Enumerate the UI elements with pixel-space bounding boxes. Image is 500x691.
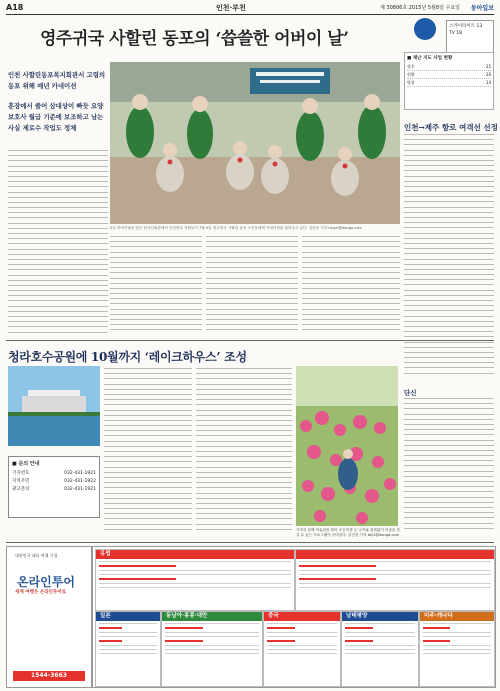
text-line bbox=[404, 139, 494, 140]
text-line bbox=[8, 166, 108, 167]
text-line bbox=[110, 267, 202, 268]
text-line bbox=[8, 316, 108, 317]
text-line bbox=[104, 477, 192, 478]
text-line bbox=[404, 357, 494, 358]
text-line bbox=[8, 259, 108, 260]
text-line bbox=[8, 197, 108, 198]
ad-divider bbox=[6, 542, 494, 543]
text-line bbox=[8, 150, 108, 151]
text-line bbox=[104, 524, 192, 525]
page-header bbox=[6, 2, 494, 15]
ad-region-cell bbox=[295, 549, 495, 611]
text-line bbox=[196, 524, 292, 525]
inquiry-title: ■ 문의 안내 bbox=[12, 461, 40, 467]
main-photo-caption: 5일 어버이날을 앞둔 한국인회관에서 인천연수 직원들이 7월 5일 영주귀국 사할린 동포 노인들에게 카네이션을 달아주고 있다. 김한준 기자 hkjun@donga.com bbox=[110, 226, 362, 230]
text-line bbox=[404, 352, 494, 353]
text-line bbox=[196, 389, 292, 390]
text-line bbox=[206, 257, 298, 258]
article-body bbox=[302, 236, 400, 335]
text-line bbox=[404, 419, 494, 420]
text-line bbox=[302, 329, 400, 330]
main-photo bbox=[110, 62, 400, 224]
text-line bbox=[404, 460, 494, 461]
text-line bbox=[404, 523, 494, 524]
text-line bbox=[206, 309, 298, 310]
text-line bbox=[404, 222, 494, 223]
text-line bbox=[104, 518, 192, 519]
text-line bbox=[404, 259, 494, 260]
text-line bbox=[8, 280, 108, 281]
ad-subtitle: 세계 여행은 온라인투어로 bbox=[15, 590, 66, 595]
text-line bbox=[404, 181, 494, 182]
text-line bbox=[404, 274, 494, 275]
text-line bbox=[196, 410, 292, 411]
text-line bbox=[404, 507, 494, 508]
text-line bbox=[104, 498, 192, 499]
issue-date: 제 30806호 2015년 5월8일 수요일 bbox=[380, 5, 460, 11]
text-line bbox=[8, 275, 108, 276]
text-line bbox=[404, 310, 494, 311]
ad-region-cell bbox=[341, 611, 419, 687]
text-line bbox=[404, 414, 494, 415]
text-line bbox=[404, 465, 494, 466]
text-line bbox=[404, 440, 494, 441]
text-line bbox=[110, 298, 202, 299]
text-line bbox=[404, 331, 494, 332]
text-line bbox=[8, 212, 108, 213]
text-line bbox=[104, 482, 192, 483]
text-line bbox=[104, 529, 192, 530]
text-line bbox=[196, 467, 292, 468]
text-line bbox=[404, 512, 494, 513]
text-line bbox=[8, 321, 108, 322]
text-line bbox=[404, 450, 494, 451]
text-line bbox=[206, 324, 298, 325]
text-line bbox=[302, 267, 400, 268]
text-line bbox=[8, 202, 108, 203]
text-line bbox=[404, 269, 494, 270]
lakehouse-photo bbox=[8, 366, 100, 446]
text-line bbox=[206, 283, 298, 284]
text-line bbox=[206, 319, 298, 320]
text-line bbox=[404, 429, 494, 430]
text-line bbox=[104, 410, 192, 411]
text-line bbox=[404, 342, 494, 343]
text-line bbox=[8, 176, 108, 177]
ad-region-cell bbox=[161, 611, 263, 687]
text-line bbox=[196, 430, 292, 431]
text-line bbox=[404, 300, 494, 301]
text-line bbox=[196, 518, 292, 519]
article-body bbox=[104, 368, 192, 534]
info-box bbox=[404, 52, 494, 110]
article-body bbox=[206, 236, 298, 335]
text-line bbox=[110, 272, 202, 273]
text-line bbox=[104, 404, 192, 405]
text-line bbox=[196, 482, 292, 483]
text-line bbox=[110, 303, 202, 304]
text-line bbox=[8, 264, 108, 265]
text-line bbox=[104, 368, 192, 369]
section-divider bbox=[6, 340, 494, 341]
text-line bbox=[8, 243, 108, 244]
text-line bbox=[196, 378, 292, 379]
article-body bbox=[8, 150, 108, 337]
text-line bbox=[206, 303, 298, 304]
text-line bbox=[104, 503, 192, 504]
text-line bbox=[110, 252, 202, 253]
text-line bbox=[206, 267, 298, 268]
text-line bbox=[404, 373, 494, 374]
text-line bbox=[8, 254, 108, 255]
text-line bbox=[196, 420, 292, 421]
text-line bbox=[302, 298, 400, 299]
text-line bbox=[302, 303, 400, 304]
text-line bbox=[8, 249, 108, 250]
text-line bbox=[404, 290, 494, 291]
text-line bbox=[404, 207, 494, 208]
text-line bbox=[404, 186, 494, 187]
text-line bbox=[206, 293, 298, 294]
newspaper-logo-icon bbox=[414, 18, 436, 40]
text-line bbox=[104, 467, 192, 468]
section-name: 인천·부천 bbox=[216, 4, 246, 12]
text-line bbox=[404, 295, 494, 296]
text-line bbox=[104, 430, 192, 431]
text-line bbox=[110, 236, 202, 237]
brief-body bbox=[404, 398, 494, 533]
text-line bbox=[8, 306, 108, 307]
ad-region-cell bbox=[263, 611, 341, 687]
text-line bbox=[104, 456, 192, 457]
brief-heading: 단신 bbox=[404, 389, 417, 397]
text-line bbox=[196, 415, 292, 416]
text-line bbox=[206, 241, 298, 242]
text-line bbox=[302, 257, 400, 258]
text-line bbox=[110, 257, 202, 258]
text-line bbox=[196, 456, 292, 457]
ad-region-label: 중국 bbox=[264, 612, 340, 621]
article-body bbox=[110, 236, 202, 335]
text-line bbox=[8, 186, 108, 187]
text-line bbox=[404, 455, 494, 456]
text-line bbox=[110, 293, 202, 294]
inquiry-box bbox=[8, 456, 100, 518]
text-line bbox=[404, 497, 494, 498]
text-line bbox=[404, 502, 494, 503]
text-line bbox=[104, 493, 192, 494]
text-line bbox=[404, 326, 494, 327]
text-line bbox=[196, 394, 292, 395]
ad-region-cell bbox=[419, 611, 495, 687]
text-line bbox=[110, 288, 202, 289]
text-line bbox=[302, 309, 400, 310]
text-line bbox=[104, 446, 192, 447]
text-line bbox=[302, 272, 400, 273]
text-line bbox=[404, 471, 494, 472]
text-line bbox=[110, 278, 202, 279]
text-line bbox=[404, 201, 494, 202]
text-line bbox=[8, 223, 108, 224]
text-line bbox=[196, 368, 292, 369]
text-line bbox=[206, 246, 298, 247]
info-row: 향후 25 bbox=[407, 64, 491, 69]
text-line bbox=[206, 236, 298, 237]
text-line bbox=[302, 319, 400, 320]
text-line bbox=[404, 424, 494, 425]
text-line bbox=[8, 181, 108, 182]
text-line bbox=[8, 207, 108, 208]
text-line bbox=[104, 425, 192, 426]
text-line bbox=[196, 487, 292, 488]
text-line bbox=[404, 227, 494, 228]
text-line bbox=[404, 243, 494, 244]
text-line bbox=[104, 441, 192, 442]
ad-region-label: 일본 bbox=[96, 612, 160, 621]
text-line bbox=[404, 196, 494, 197]
text-line bbox=[206, 288, 298, 289]
text-line bbox=[302, 252, 400, 253]
text-line bbox=[8, 285, 108, 286]
text-line bbox=[404, 217, 494, 218]
text-line bbox=[104, 399, 192, 400]
text-line bbox=[404, 248, 494, 249]
text-line bbox=[302, 278, 400, 279]
ad-region-cell bbox=[95, 611, 161, 687]
text-line bbox=[404, 321, 494, 322]
text-line bbox=[404, 144, 494, 145]
text-line bbox=[196, 441, 292, 442]
text-line bbox=[8, 155, 108, 156]
text-line bbox=[404, 305, 494, 306]
text-line bbox=[196, 513, 292, 514]
text-line bbox=[404, 233, 494, 234]
ad-tagline: 대한민국 대표 여행 기업 bbox=[15, 553, 58, 558]
text-line bbox=[110, 324, 202, 325]
text-line bbox=[404, 238, 494, 239]
text-line bbox=[110, 319, 202, 320]
text-line bbox=[404, 362, 494, 363]
text-line bbox=[8, 332, 108, 333]
text-line bbox=[404, 284, 494, 285]
text-line bbox=[8, 228, 108, 229]
text-line bbox=[404, 155, 494, 156]
text-line bbox=[8, 160, 108, 161]
text-line bbox=[404, 134, 494, 135]
ad-region-label: 유럽 bbox=[96, 550, 294, 559]
text-line bbox=[404, 398, 494, 399]
text-line bbox=[206, 272, 298, 273]
text-line bbox=[302, 293, 400, 294]
text-line bbox=[104, 420, 192, 421]
text-line bbox=[404, 176, 494, 177]
deck-line: 인천 사할린동포복지회관서 고령의 동포 위해 매년 카네이션 bbox=[8, 71, 106, 90]
text-line bbox=[104, 384, 192, 385]
flower-photo bbox=[296, 366, 398, 526]
text-line bbox=[196, 384, 292, 385]
text-line bbox=[8, 192, 108, 193]
text-line bbox=[404, 481, 494, 482]
text-line bbox=[110, 246, 202, 247]
info-box-title: ■ 재난 지도 사업 현황 bbox=[407, 56, 453, 61]
text-line bbox=[404, 403, 494, 404]
text-line bbox=[196, 404, 292, 405]
text-line bbox=[404, 279, 494, 280]
text-line bbox=[196, 461, 292, 462]
text-line bbox=[404, 367, 494, 368]
text-line bbox=[8, 217, 108, 218]
text-line bbox=[8, 171, 108, 172]
text-line bbox=[104, 508, 192, 509]
text-line bbox=[404, 170, 494, 171]
text-line bbox=[104, 378, 192, 379]
text-line bbox=[196, 399, 292, 400]
text-line bbox=[302, 241, 400, 242]
text-line bbox=[404, 316, 494, 317]
text-line bbox=[206, 278, 298, 279]
text-line bbox=[302, 288, 400, 289]
text-line bbox=[404, 491, 494, 492]
info-row: 현황 26 bbox=[407, 72, 491, 77]
text-line bbox=[110, 314, 202, 315]
text-line bbox=[196, 503, 292, 504]
main-headline: 영주귀국 사할린 동포의 ‘씁쓸한 어버이 날’ bbox=[40, 29, 349, 49]
side-article-headline: 인천→제주 항로 여객선 선정 bbox=[404, 123, 498, 132]
text-line bbox=[104, 394, 192, 395]
index-item: 스카이라이트 13 bbox=[449, 24, 483, 29]
text-line bbox=[104, 487, 192, 488]
ad-phone: 1544-3663 bbox=[13, 671, 85, 681]
text-line bbox=[302, 236, 400, 237]
text-line bbox=[196, 373, 292, 374]
text-line bbox=[404, 212, 494, 213]
text-line bbox=[110, 241, 202, 242]
text-line bbox=[404, 150, 494, 151]
text-line bbox=[302, 324, 400, 325]
text-line bbox=[104, 435, 192, 436]
text-line bbox=[104, 415, 192, 416]
text-line bbox=[104, 389, 192, 390]
text-line bbox=[196, 435, 292, 436]
ad-brand: 온라인투어 bbox=[17, 575, 75, 589]
ad-region-label: 남태평양 bbox=[342, 612, 418, 621]
text-line bbox=[206, 252, 298, 253]
text-line bbox=[404, 160, 494, 161]
text-line bbox=[196, 508, 292, 509]
text-line bbox=[196, 477, 292, 478]
inquiry-row: 광고문의 032-431-1921 bbox=[12, 487, 96, 492]
page-number: A18 bbox=[6, 3, 24, 12]
text-line bbox=[404, 445, 494, 446]
travel-ad bbox=[6, 546, 92, 688]
text-line bbox=[104, 472, 192, 473]
second-headline: 청라호수공원에 10월까지 ‘레이크하우스’ 조성 bbox=[8, 350, 247, 364]
index-item: TV 18 bbox=[449, 31, 462, 36]
text-line bbox=[404, 408, 494, 409]
side-article-body bbox=[404, 134, 494, 378]
text-line bbox=[110, 309, 202, 310]
text-line bbox=[196, 529, 292, 530]
text-line bbox=[302, 246, 400, 247]
text-line bbox=[196, 493, 292, 494]
text-line bbox=[8, 295, 108, 296]
text-line bbox=[110, 329, 202, 330]
text-line bbox=[206, 314, 298, 315]
text-line bbox=[110, 262, 202, 263]
text-line bbox=[8, 290, 108, 291]
text-line bbox=[196, 472, 292, 473]
text-line bbox=[404, 434, 494, 435]
text-line bbox=[404, 528, 494, 529]
text-line bbox=[104, 461, 192, 462]
info-row: 방향 14 bbox=[407, 80, 491, 85]
text-line bbox=[8, 233, 108, 234]
text-line bbox=[206, 262, 298, 263]
tour-listing-ad bbox=[92, 546, 496, 688]
text-line bbox=[206, 298, 298, 299]
deck-line: 훈장에서 줄어 삼대상이 빠듯 요양보호사 월급 기준에 보조하고 남는 사실 제로수 작업도 정체 bbox=[8, 102, 104, 132]
text-line bbox=[404, 347, 494, 348]
text-line bbox=[110, 283, 202, 284]
text-line bbox=[404, 165, 494, 166]
ad-region-label: 동남아·홍콩·대만 bbox=[162, 612, 262, 621]
inquiry-row: 기자번호 032-431-1921 bbox=[12, 471, 96, 476]
text-line bbox=[104, 451, 192, 452]
text-line bbox=[206, 329, 298, 330]
text-line bbox=[196, 498, 292, 499]
flower-photo-caption: 가족과 함께 미술관을 찾아 초등학생 등 나이와 관계없이 미술을 즐길 수 있는 프로그램이 준비된다. 김인천 기자 bhj1@donga.com bbox=[296, 528, 401, 537]
text-line bbox=[196, 451, 292, 452]
text-line bbox=[404, 264, 494, 265]
text-line bbox=[404, 336, 494, 337]
article-body bbox=[196, 368, 292, 534]
text-line bbox=[8, 326, 108, 327]
ad-region-label: 미주·캐나다 bbox=[420, 612, 494, 621]
text-line bbox=[302, 283, 400, 284]
text-line bbox=[404, 486, 494, 487]
text-line bbox=[104, 373, 192, 374]
text-line bbox=[8, 269, 108, 270]
text-line bbox=[8, 300, 108, 301]
text-line bbox=[196, 425, 292, 426]
text-line bbox=[302, 314, 400, 315]
text-line bbox=[404, 191, 494, 192]
inquiry-row: 지역주민 032-431-1922 bbox=[12, 479, 96, 484]
text-line bbox=[8, 311, 108, 312]
text-line bbox=[404, 476, 494, 477]
text-line bbox=[196, 446, 292, 447]
newspaper-name: 동아일보 bbox=[470, 5, 494, 12]
ad-region-cell bbox=[95, 549, 295, 611]
text-line bbox=[104, 513, 192, 514]
text-line bbox=[302, 262, 400, 263]
text-line bbox=[8, 238, 108, 239]
text-line bbox=[404, 517, 494, 518]
text-line bbox=[404, 253, 494, 254]
article-deck bbox=[8, 70, 108, 143]
